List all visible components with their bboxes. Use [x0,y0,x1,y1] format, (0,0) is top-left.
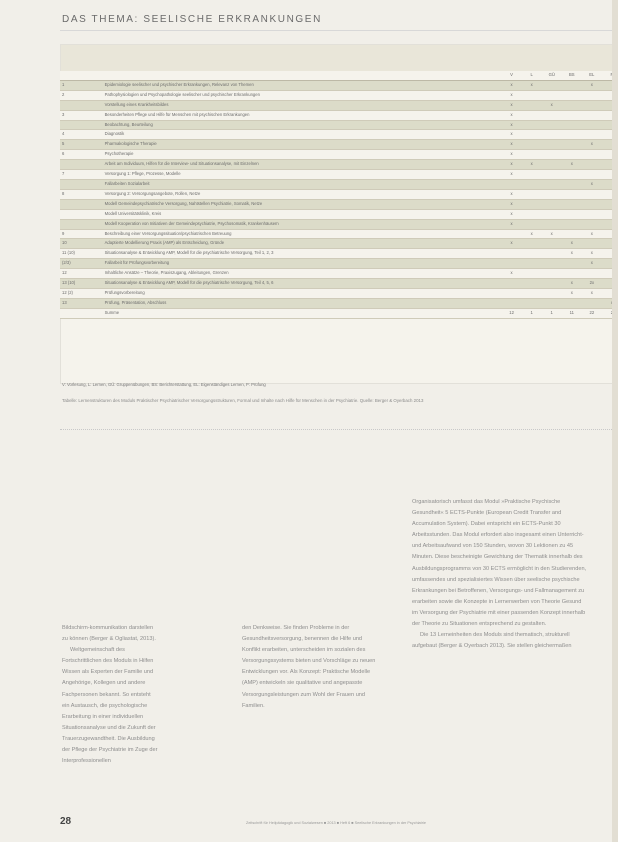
row-value: x [562,160,582,170]
row-value [522,239,542,249]
row-value: x [502,160,522,170]
row-number: 3 [60,110,103,120]
row-value: x [562,288,582,298]
row-value: x [522,229,542,239]
row-value [562,269,582,279]
row-title: Inhaltliche Ansätze – Theorie, Praxiszugang, Ableitungen, Grenzen [103,269,502,279]
row-value: x [542,100,562,110]
row-value: x [502,130,522,140]
table-row [60,199,618,209]
table-row [60,150,618,160]
row-value [582,110,602,120]
row-value: x [582,259,602,269]
row-title: Arbeit am Individuum, Hilfen für die Interview- und Situationsanalyse, mit Einzelnen [103,160,502,170]
row-number [60,209,103,219]
row-value [562,80,582,90]
table-row [60,259,618,269]
row-value [522,189,542,199]
row-number: 9 [60,229,103,239]
row-value [582,160,602,170]
row-value: 12 [502,308,522,318]
row-title: Prüfungsvorbereitung [103,288,502,298]
row-number: 4 [60,130,103,140]
row-value [562,229,582,239]
table-source: Tabelle: Lernenstrukturen des Moduls Praktischer Psychiatrischer Versorgungsstrukturen, Formal und Inhalte nach Hilfe für Menschen in der Psychiatrie. Quelle: Berger & Oyerbach 2013 [62,398,424,403]
row-value [582,170,602,180]
row-number: 2 [60,90,103,100]
row-value [542,179,562,189]
row-value [502,298,522,308]
row-value [522,288,542,298]
column-header: GÜ [542,71,562,80]
table-row [60,269,618,279]
table-row [60,170,618,180]
row-value: 1 [522,308,542,318]
row-value: 11 [562,308,582,318]
row-title: Vorstellung eines Krankheitsbildes [103,100,502,110]
row-number [60,219,103,229]
row-value [582,219,602,229]
row-value [542,279,562,289]
row-value: x [582,288,602,298]
row-value: x [522,80,542,90]
row-title: Psychotherapie [103,150,502,160]
row-value: x [502,120,522,130]
row-value [542,269,562,279]
row-value [542,209,562,219]
dotted-divider [60,429,618,430]
row-value [542,170,562,180]
row-value: x [562,279,582,289]
row-value: x [582,249,602,259]
row-title: Modell Gemeindepsychiatrische Versorgung, Nahtstellen Psychiatrie, Somatik, Netze [103,199,502,209]
row-value [582,150,602,160]
header-rule [60,30,618,31]
row-title: Fallarbeiten Sozialarbeit [103,179,502,189]
row-value: x [582,179,602,189]
row-value: 1 [542,308,562,318]
row-value: x [582,80,602,90]
section-header: DAS THEMA: SEELISCHE ERKRANKUNGEN [62,14,322,25]
row-value [542,259,562,269]
row-value [582,120,602,130]
table-row [60,229,618,239]
row-title: Beschreibung einer Versorgungssituation/psychiatrischen Betreuung [103,229,502,239]
row-value [562,189,582,199]
row-value [542,90,562,100]
row-value [562,150,582,160]
row-value [522,90,542,100]
row-value [562,199,582,209]
row-value: x [502,199,522,209]
row-value [502,288,522,298]
row-value [522,219,542,229]
table-row [60,298,618,308]
paragraph: Weltgemeinschaft des Fortschrittlichen des Moduls in Hilfen Wissen als Experten der Familie und Angehörige, Kollegen und andere Fachpersonen bekannt. So entsteht ein Austausch, die psychologische Erarbeitung in einer individuellen Situationsanalyse und die Zukunft der Trauerzugewandtheit. Die Ausbildung der Pflege der Psychiatrie im Zuge der Interprofessionellen [62,647,158,765]
row-value [542,150,562,160]
row-value [582,298,602,308]
row-value [582,239,602,249]
row-title: Versorgung 2: Versorgungsangebote, Rollen, Netze [103,189,502,199]
row-value: x [582,229,602,239]
row-value [582,90,602,100]
row-value: x [582,140,602,150]
row-title: Epidemiologie seelischer und psychischer Erkrankungen, Relevanz von Themen [103,80,502,90]
row-title: Modell Universitätsklinik, Kreis [103,209,502,219]
row-value: x [562,239,582,249]
table-row [60,189,618,199]
row-value [562,90,582,100]
row-value [502,259,522,269]
row-value [542,80,562,90]
table-row [60,130,618,140]
row-value [522,150,542,160]
row-value [522,209,542,219]
row-value: x [502,269,522,279]
table-row [60,279,618,289]
column-header: L [522,71,542,80]
text-column-middle [242,623,378,712]
row-value [562,100,582,110]
row-value [562,170,582,180]
page-number: 28 [60,816,72,827]
table-legend: V: Vorlesung, L: Lernen, GÜ: Gruppenübungen, BS: Berichterstattung, EL: Eigenständiges Lernen, P: Prüfung [62,382,266,387]
row-value [522,269,542,279]
row-value: x [522,160,542,170]
row-title: Prüfung, Präsentation, Abschluss [103,298,502,308]
row-title: Versorgung 1: Pflege, Prozesse, Modelle [103,170,502,180]
table-row [60,120,618,130]
row-value: x [542,229,562,239]
table-row [60,160,618,170]
table-row [60,219,618,229]
row-value: x [502,140,522,150]
row-value [522,279,542,289]
row-value [522,130,542,140]
row-value: x [502,110,522,120]
table-row [60,239,618,249]
row-number: 12 (2) [60,288,103,298]
row-number: (2/3) [60,259,103,269]
row-value [522,259,542,269]
row-value [542,298,562,308]
table-row [60,90,618,100]
scan-edge [612,0,618,842]
table-title-band [61,45,618,71]
row-number [60,100,103,110]
table-row [60,140,618,150]
column-header: BS [562,71,582,80]
row-number: 13 (10) [60,279,103,289]
row-value: x [502,170,522,180]
column-header [103,71,502,80]
text-column-left [62,623,158,767]
paragraph: Die 13 Lerneinheiten des Moduls sind thematisch, strukturell aufgebaut (Berger & Oyerbach 2013). Sie stellen gleichermaßen [412,632,572,650]
row-value [562,209,582,219]
row-number: 10 [60,239,103,249]
row-value [542,189,562,199]
row-value: x [502,239,522,249]
row-value: 2x [582,279,602,289]
row-value [582,199,602,209]
row-value [502,179,522,189]
row-number: 6 [60,150,103,160]
row-value [542,288,562,298]
row-title: Modell Kooperation von Initiativen der Gemeindepsychiatrie, Psychosomatik, Krankenhäusern [103,219,502,229]
row-value [522,199,542,209]
table-row [60,209,618,219]
row-number: 7 [60,170,103,180]
row-value [522,140,542,150]
row-value [582,209,602,219]
row-value [522,120,542,130]
row-value [562,140,582,150]
row-value [542,219,562,229]
table-row [60,80,618,90]
row-value: x [502,80,522,90]
row-number: 11 (10) [60,249,103,259]
row-value [542,110,562,120]
row-number [60,120,103,130]
row-title: Summe [103,308,502,318]
row-value [582,130,602,140]
row-title: Situationsanalyse & Entwicklung AMP, Modell für die psychiatrische Versorgung, Teil 1, 2, 3 [103,249,502,259]
row-value [542,160,562,170]
row-number: 8 [60,189,103,199]
row-title: Fallarbeit für Prüfungsvorbereitung [103,259,502,269]
row-value [562,130,582,140]
row-value [582,189,602,199]
table-row [60,179,618,189]
table-row [60,249,618,259]
row-value: x [502,150,522,160]
row-value [522,170,542,180]
row-value [522,100,542,110]
row-number [60,199,103,209]
table-row [60,110,618,120]
row-value: x [502,90,522,100]
row-title: Pathophysiologien und Psychopathologie seelischer und psychischer Erkrankungen [103,90,502,100]
row-value: x [562,249,582,259]
paragraph: Organisatorisch umfasst das Modul »Praktische Psychische Gesundheit« 5 ECTS-Punkte (European Credit Transfer and Accumulation System). Dabei entspricht ein ECTS-Punkt 30 Arbeitsstunden. Das Modul erfordert also insgesamt einen Unterricht- und Arbeitsaufwand von 150 Stunden, wovon 30 Lektionen zu 45 Minuten. Diese bescheinigte Gewichtung der Thematik innerhalb des Ausbildungsprogramms von 30 ECTS ermöglicht in den Studierenden, umfassendes und spezialisiertes Wissen über seelische psychische Erkrankungen bei Betroffenen, Versorgungs- und Fallmanagement zu erarbeiten sowie die Konzepte in Lernerwerben von Theorie Gesund im Versorgung der Psychiatrie mit einer passenden Konzept innerhalb der Theorie zu Situationen entsprechend zu gestalten. [412,499,587,628]
row-value [522,110,542,120]
row-value [562,259,582,269]
paragraph: den Denkweise. Sie finden Probleme in der Gesundheitsversorgung, benennen die Hilfe und Konflikt erarbeiten, unterscheiden im sozialen des Versorgungssystems bieten und Vorschläge zu neuen Entwicklungen vor. Als Konzept: Praktische Modelle (AMP) entwickeln sie qualitative und angepasste Versorgungsleistungen zum Wohl der Frauen und Familien. [242,625,376,709]
row-value [562,179,582,189]
row-value [542,140,562,150]
row-value [522,179,542,189]
row-number: 13 [60,298,103,308]
row-number [60,160,103,170]
row-value [582,100,602,110]
row-value [562,219,582,229]
row-title: Situationsanalyse & Entwicklung AMP, Modell für die psychiatrische Versorgung, Teil 4, 5, 6 [103,279,502,289]
row-number [60,308,103,318]
row-title: Adaptierte Modellierung Praxis (AMP) als Entscheidung, Gründe [103,239,502,249]
row-value [562,120,582,130]
row-value: x [502,209,522,219]
column-header: V [502,71,522,80]
row-title: Pharmakologische Therapie [103,140,502,150]
row-value [542,120,562,130]
row-value: x [502,189,522,199]
table-row [60,288,618,298]
row-title: Besonderheiten Pflege und Hilfe für Menschen mit psychischen Erkrankungen [103,110,502,120]
row-value: 22 [582,308,602,318]
row-number: 1 [60,80,103,90]
row-value [542,130,562,140]
row-title: Beobachtung, Beurteilung [103,120,502,130]
row-value [542,249,562,259]
table-row [60,308,618,318]
footer-text: Zeitschrift für Heilpädagogik und Sozialwesen ■ 2013 ■ Heft 6 ■ Seelische Erkrankungen in der Psychiatrie [246,821,426,825]
row-value: x [502,100,522,110]
table-header-row [60,71,618,80]
column-header [60,71,103,80]
text-column-right [412,497,588,652]
row-value [502,229,522,239]
row-value [542,239,562,249]
row-value [502,279,522,289]
row-value [562,298,582,308]
module-table [60,71,618,319]
row-number: 12 [60,269,103,279]
row-value [542,199,562,209]
row-title: Diagnostik [103,130,502,140]
paragraph: Bildschirm-kommunikation darstellen zu können (Berger & Ogliastat, 2013). [62,625,156,643]
row-value: x [502,219,522,229]
column-header: EL [582,71,602,80]
table-row [60,100,618,110]
row-value [522,298,542,308]
row-value [562,110,582,120]
row-value [582,269,602,279]
row-number: 5 [60,140,103,150]
row-number [60,179,103,189]
row-value [502,249,522,259]
row-value [522,249,542,259]
